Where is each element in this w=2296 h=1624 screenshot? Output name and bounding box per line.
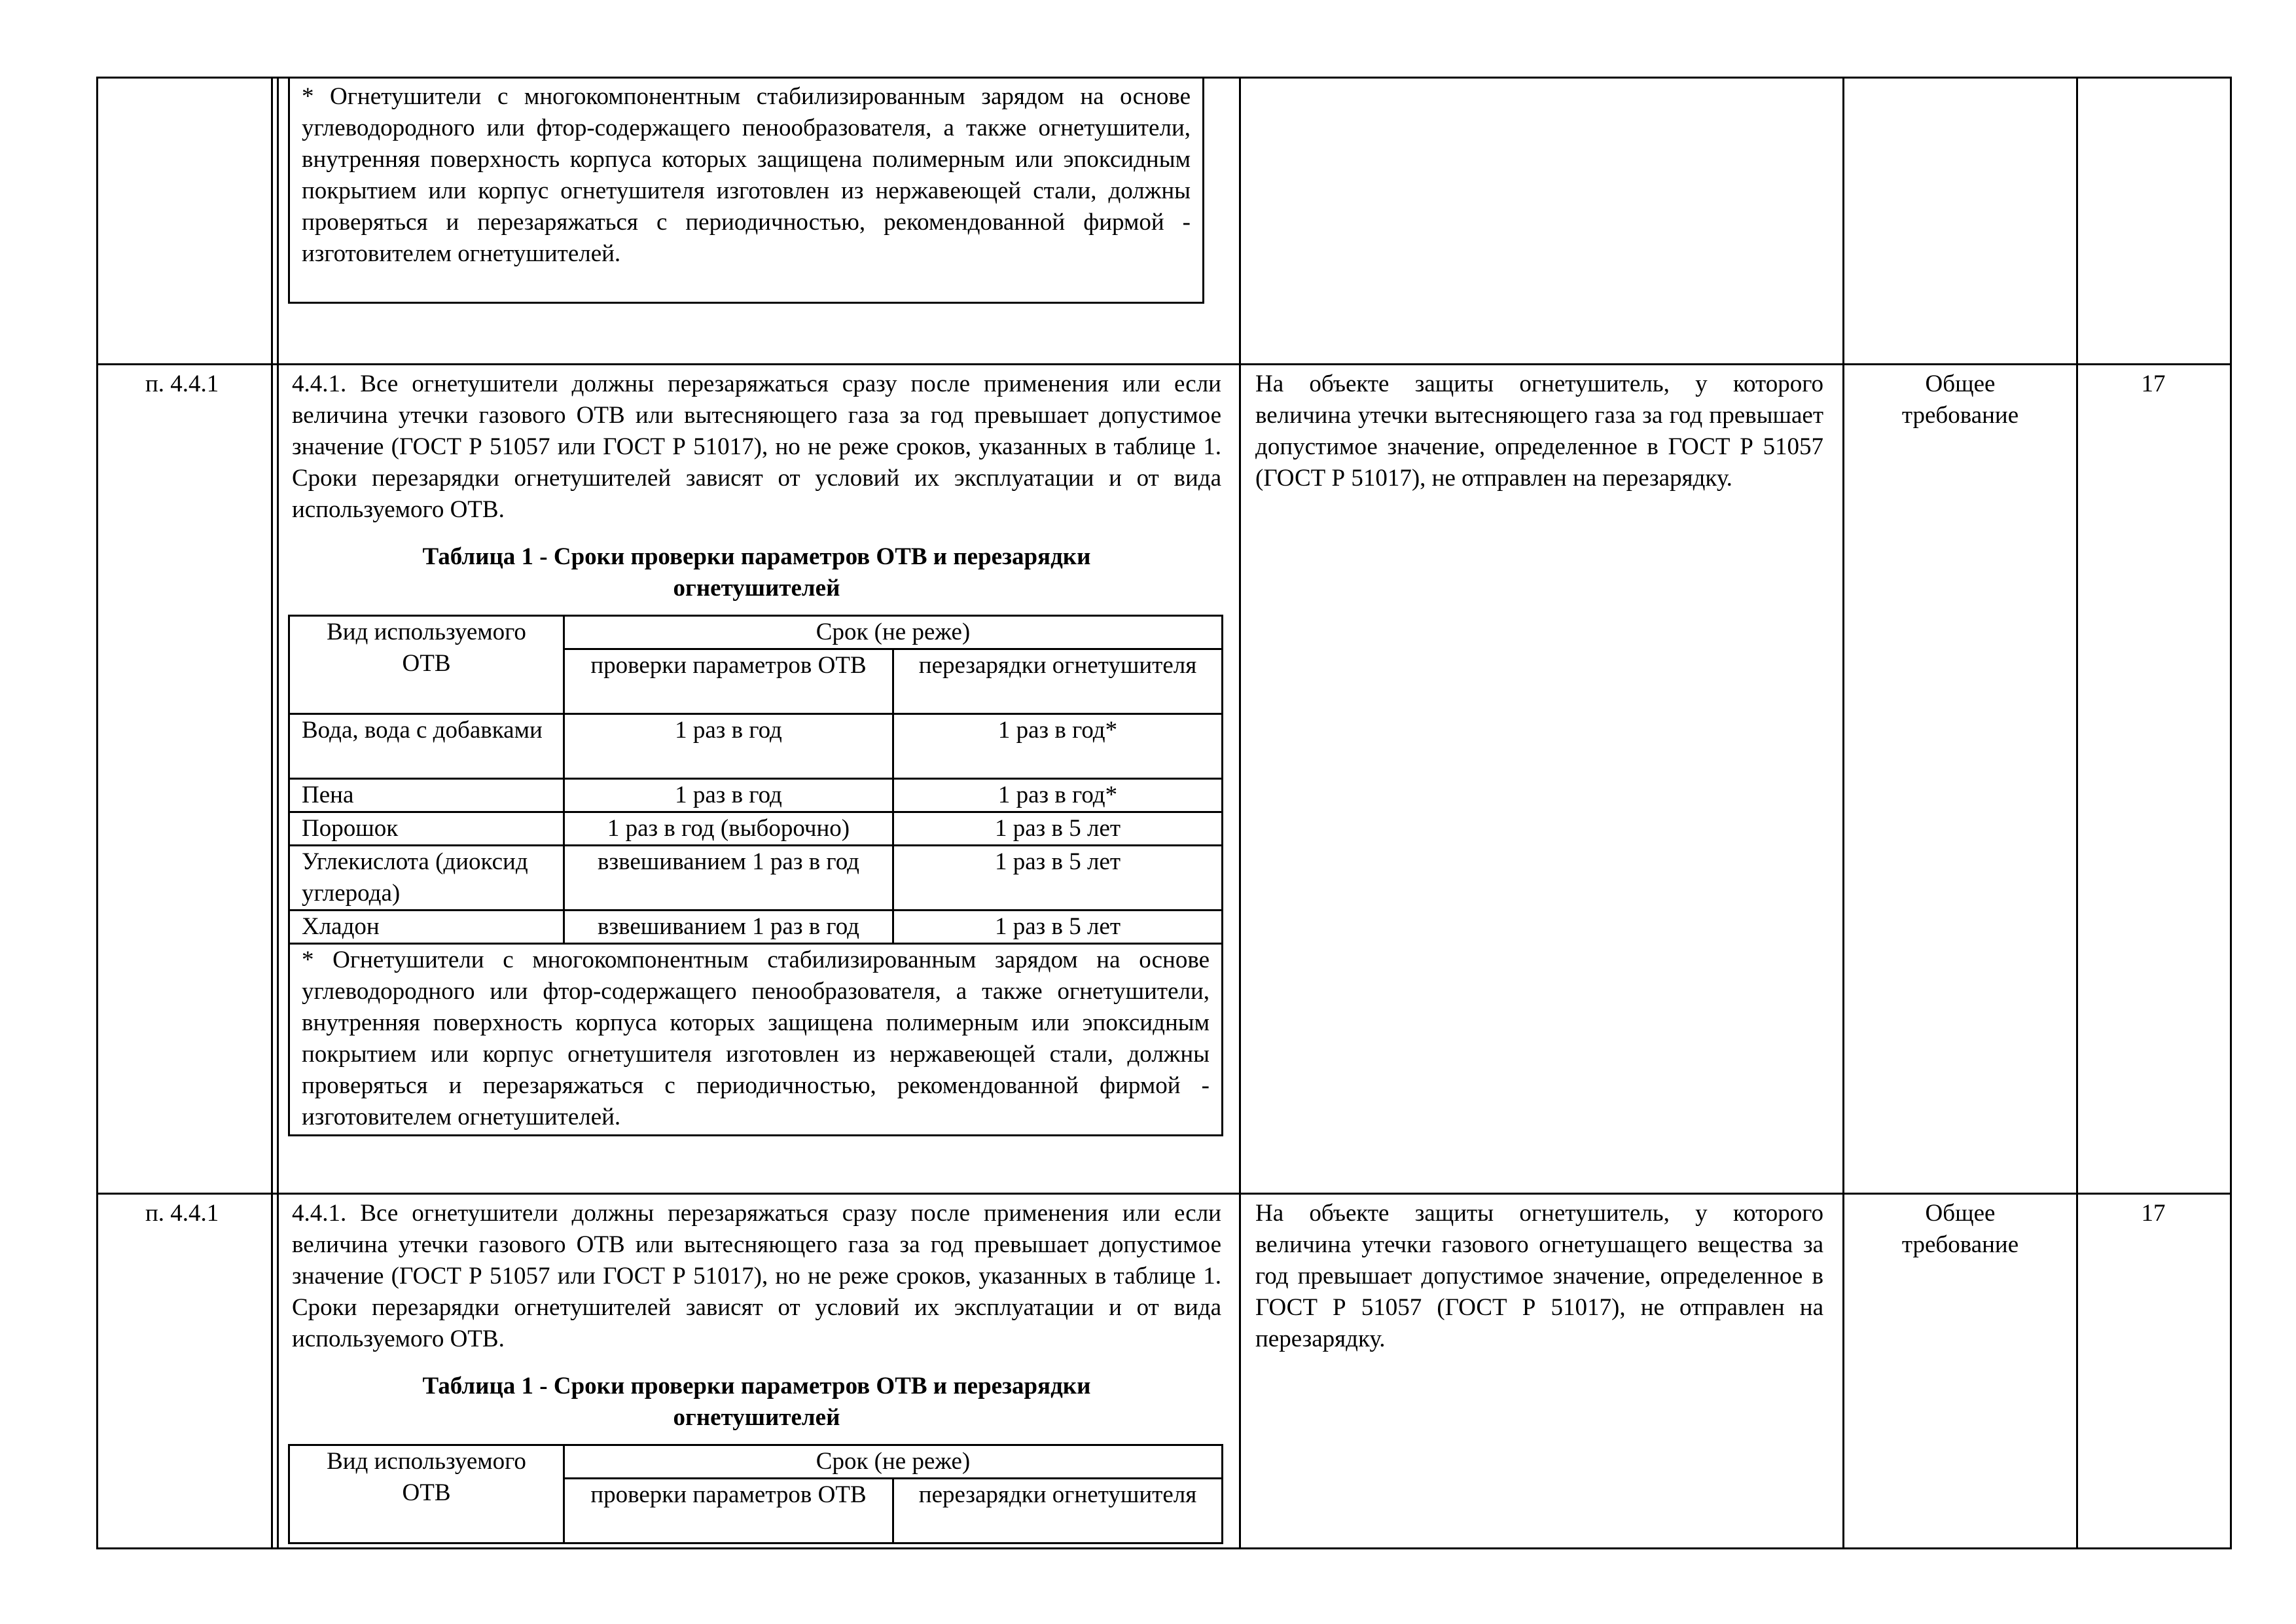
col-line-1b: [277, 77, 279, 1549]
col-line-1: [271, 77, 273, 1549]
table1-footnote: * Огнетушители с многокомпонентным стабилизированным зарядом на основе углеводородного или фтор-содержащего пенообразователя, а также огнетушители, внутренняя поверхность корпуса которых защищена полимерным или эпоксидным покрытием или корпус огнетушителя изготовлен из нержавеющей стали, должны проверяться и перезаряжаться с периодичностью, рекомендованной фирмой - изготовителем огнетушителей.: [289, 944, 1223, 1136]
table-row-check: взвешиванием 1 раз в год: [564, 911, 893, 944]
table-row-recharge: 1 раз в год*: [893, 779, 1223, 812]
table-row-recharge: 1 раз в 5 лет: [893, 911, 1223, 944]
row2-number: 17: [2141, 1200, 2166, 1227]
table-row-agent: Вода, вода с добавками: [289, 714, 564, 779]
table-row-agent: Порошок: [289, 812, 564, 846]
table1-header-recharge: перезарядки огнетушителя: [893, 1479, 1223, 1543]
table-row-agent: Пена: [289, 779, 564, 812]
table-row-agent: Хладон: [289, 911, 564, 944]
row2-category: Общее требование: [1901, 1200, 2019, 1258]
table1-header-agent: Вид используемого ОТВ: [289, 1445, 564, 1543]
row1-requirement-text: 4.4.1. Все огнетушители должны перезаряжаться сразу после применения или если величина утечки газового ОТВ или вытесняющего газа за год превышает допустимое значение (ГОСТ Р 51057 или ГОСТ Р 51017), но не реже сроков, указанных в таблице 1. Сроки перезарядки огнетушителей зависят от условий их эксплуатации и от вида используемого ОТВ.: [292, 370, 1221, 523]
col-line-3: [1842, 77, 1844, 1549]
table-row-check: 1 раз в год: [564, 714, 893, 779]
table-row-check: взвешиванием 1 раз в год: [564, 846, 893, 911]
table-row-check: 1 раз в год: [564, 779, 893, 812]
table1-header-term: Срок (не реже): [564, 616, 1223, 649]
row2-table-caption-line2: огнетушителей: [673, 1404, 840, 1431]
col-line-2: [1239, 77, 1241, 1549]
top-footnote-text: * Огнетушители с многокомпонентным стабилизированным зарядом на основе углеводородного или фтор-содержащего пенообразователя, а также огнетушители, внутренняя поверхность корпуса которых защищена полимерным или эпоксидным покрытием или корпус огнетушителя изготовлен из нержавеющей стали, должны проверяться и перезаряжаться с периодичностью, рекомендованной фирмой - изготовителем огнетушителей.: [302, 83, 1191, 267]
row1-number: 17: [2141, 370, 2166, 397]
table1-header-recharge: перезарядки огнетушителя: [893, 649, 1223, 714]
row-divider-1: [96, 363, 2232, 365]
col-line-5: [2230, 77, 2232, 1549]
col-line-0: [96, 77, 98, 1549]
row1-table1: [288, 615, 1223, 1136]
table-row-agent: Углекислота (диоксид углерода): [289, 846, 564, 911]
table-row-recharge: 1 раз в 5 лет: [893, 812, 1223, 846]
row2-clause: п. 4.4.1: [145, 1200, 219, 1227]
top-footnote: [288, 79, 1204, 304]
row1-category: Общее требование: [1901, 370, 2019, 429]
row2-table1-partial: [288, 1444, 1223, 1544]
table-row-check: 1 раз в год (выборочно): [564, 812, 893, 846]
row2-requirement-text: 4.4.1. Все огнетушители должны перезаряжаться сразу после применения или если величина утечки газового ОТВ или вытесняющего газа за год превышает допустимое значение (ГОСТ Р 51057 или ГОСТ Р 51017), но не реже сроков, указанных в таблице 1. Сроки перезарядки огнетушителей зависят от условий их эксплуатации и от вида используемого ОТВ.: [292, 1200, 1221, 1352]
row2-table-caption-line1: Таблица 1 - Сроки проверки параметров ОТВ и перезарядки: [422, 1373, 1091, 1399]
col-line-4: [2076, 77, 2078, 1549]
row1-table-caption-line2: огнетушителей: [673, 575, 840, 602]
row1-table-caption-line1: Таблица 1 - Сроки проверки параметров ОТВ и перезарядки: [422, 543, 1091, 570]
row-divider-2: [96, 1193, 2232, 1195]
table1-header-term: Срок (не реже): [564, 1445, 1223, 1479]
table1-header-check: проверки параметров ОТВ: [564, 649, 893, 714]
row1-clause: п. 4.4.1: [145, 370, 219, 397]
table-row-recharge: 1 раз в год*: [893, 714, 1223, 779]
row2-violation-text: На объекте защиты огнетушитель, у которого величина утечки газового огнетушащего вещества за год превышает допустимое значение, определенное в ГОСТ Р 51057 (ГОСТ Р 51017), не отправлен на перезарядку.: [1255, 1200, 1823, 1352]
table1-header-agent: Вид используемого ОТВ: [289, 616, 564, 714]
table-row-recharge: 1 раз в 5 лет: [893, 846, 1223, 911]
table1-header-check: проверки параметров ОТВ: [564, 1479, 893, 1543]
table-border-bottom: [96, 1547, 2232, 1549]
row1-violation-text: На объекте защиты огнетушитель, у которого величина утечки вытесняющего газа за год превышает допустимое значение, определенное в ГОСТ Р 51057 (ГОСТ Р 51017), не отправлен на перезарядку.: [1255, 370, 1823, 492]
